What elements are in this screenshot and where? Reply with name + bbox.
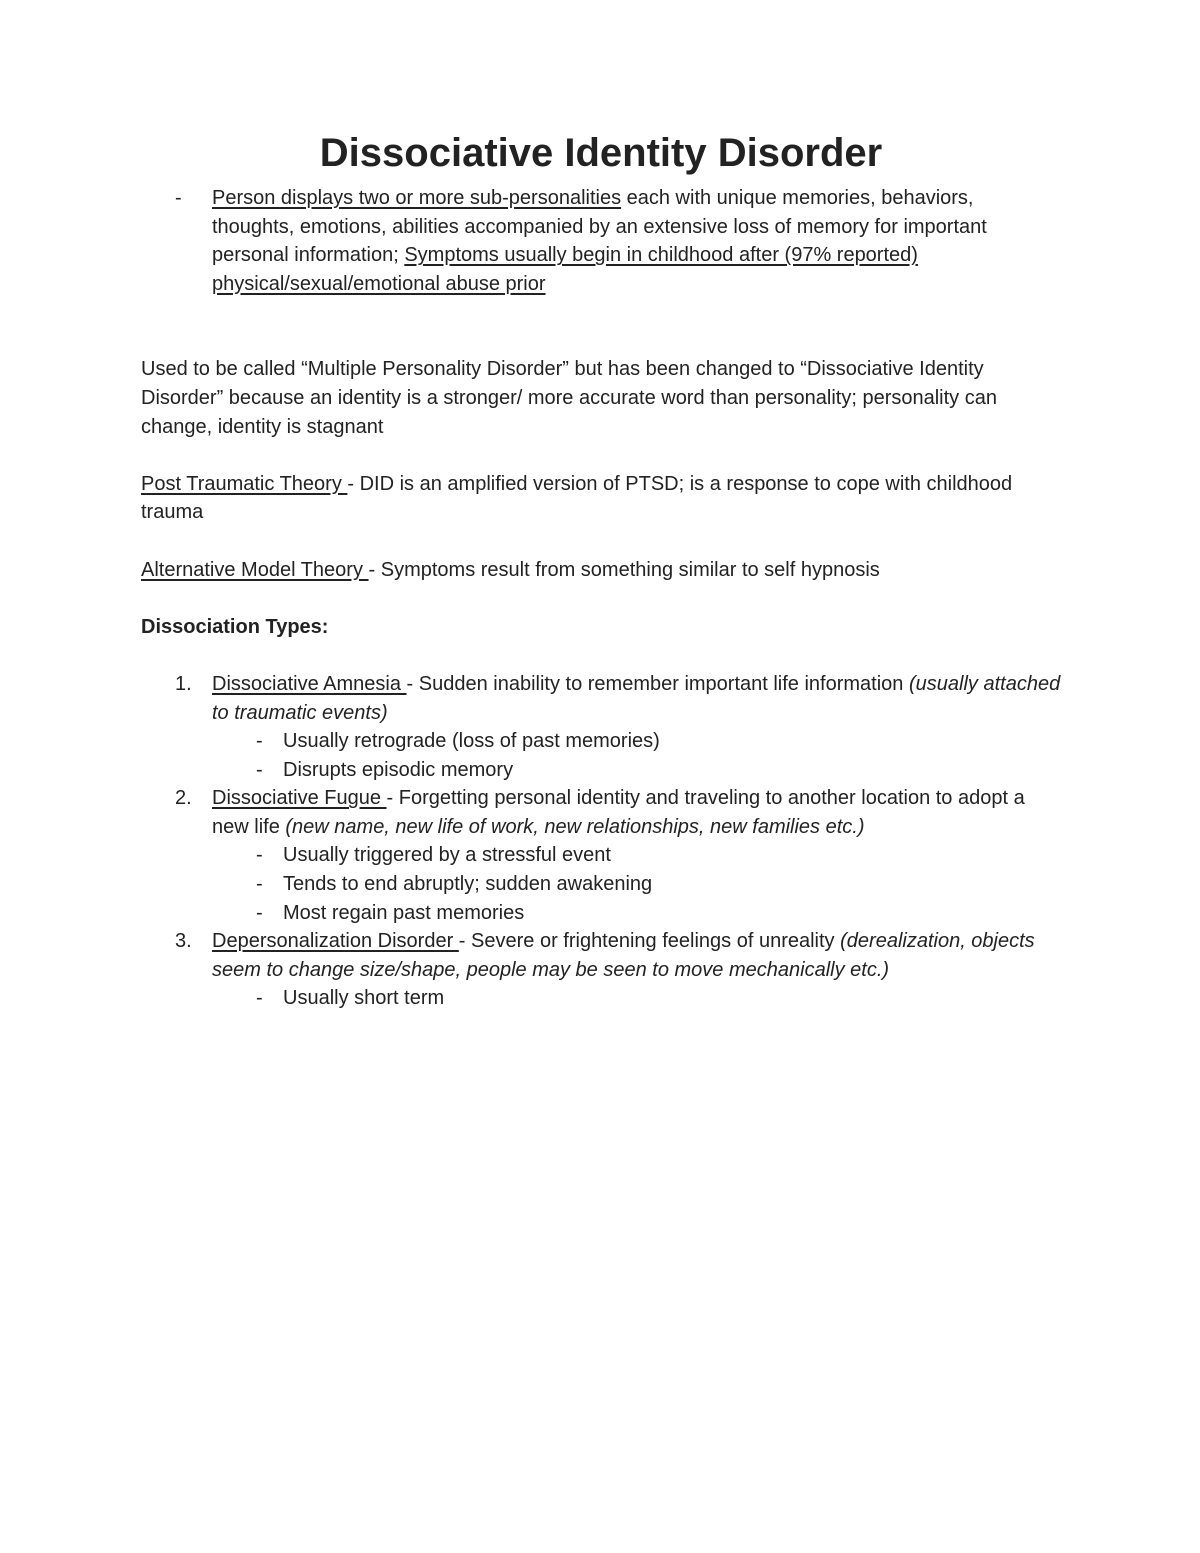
type-item (141, 784, 1061, 927)
type-point (212, 984, 1061, 1013)
type-point-text: Usually short term (283, 987, 445, 1010)
type-term: Dissociative Fugue (212, 787, 387, 810)
type-points (212, 984, 1061, 1013)
type-term: Depersonalization Disorder (212, 930, 459, 953)
type-number: 2. (175, 787, 192, 810)
type-points (212, 841, 1061, 927)
spacer (141, 527, 1061, 556)
type-definition: - Forgetting personal identity and traveling to another location to adopt a new life (212, 787, 1025, 838)
type-note: (new name, new life of work, new relationships, new families etc.) (285, 815, 865, 838)
type-number: 3. (175, 930, 192, 953)
post-traumatic-definition: - DID is an amplified version of PTSD; is a response to cope with childhood trauma (141, 472, 1013, 524)
type-point (212, 756, 1061, 785)
dash-marker: - (256, 844, 263, 867)
post-traumatic-term: Post Traumatic Theory (141, 472, 348, 495)
spacer (141, 441, 1061, 470)
type-point-text: Usually triggered by a stressful event (283, 844, 611, 867)
type-note: (usually attached to traumatic events) (212, 672, 1061, 724)
type-item (141, 927, 1061, 1013)
type-point-text: Most regain past memories (283, 901, 525, 924)
type-points (212, 727, 1061, 784)
intro-text: each with unique memories, behaviors, thoughts, emotions, abilities accompanied by an extensive loss of memory for important personal information; (212, 187, 987, 267)
type-point-text: Disrupts episodic memory (283, 758, 514, 781)
intro-list (141, 184, 1061, 298)
types-heading: Dissociation Types: (141, 615, 329, 638)
types-list (141, 670, 1061, 1013)
type-definition: - Severe or frightening feelings of unreality (458, 930, 841, 953)
type-definition: - Sudden inability to remember important life information (406, 672, 909, 695)
intro-tail: Symptoms usually begin in childhood after (97% reported) physical/sexual/emotional abuse prior (212, 244, 918, 295)
dash-marker: - (256, 987, 263, 1010)
type-point-text: Tends to end abruptly; sudden awakening (283, 873, 653, 896)
spacer (141, 641, 1061, 670)
type-item (141, 670, 1061, 784)
spacer (141, 298, 1061, 355)
dash-marker: - (175, 187, 182, 209)
type-number: 1. (175, 672, 192, 695)
type-term: Dissociative Amnesia (212, 672, 407, 695)
post-traumatic-theory (141, 470, 1061, 527)
rename-paragraph: Used to be called “Multiple Personality Disorder” but has been changed to “Dissociative Identity Disorder” because an identity is a stronger/ more accurate word than personality; personality can change, identity is stagnant (141, 358, 997, 438)
document-page (141, 131, 1061, 1013)
type-point (212, 727, 1061, 756)
type-note: (derealization, objects seem to change size/shape, people may be seen to move mechanically etc.) (212, 930, 1035, 981)
intro-bullet (141, 184, 1061, 298)
type-point (212, 841, 1061, 870)
intro-lead: Person displays two or more sub-personalities (212, 187, 622, 209)
dash-marker: - (256, 873, 263, 896)
type-point (212, 870, 1061, 899)
type-point-text: Usually retrograde (loss of past memories) (283, 730, 660, 753)
spacer (141, 584, 1061, 613)
document-title: Dissociative Identity Disorder (319, 131, 883, 175)
dash-marker: - (256, 758, 263, 781)
alternative-theory (141, 556, 1061, 585)
type-point (212, 899, 1061, 928)
dash-marker: - (256, 901, 263, 924)
alternative-term: Alternative Model Theory (141, 558, 369, 581)
alternative-definition: - Symptoms result from something similar to self hypnosis (368, 558, 880, 581)
dash-marker: - (256, 730, 263, 753)
